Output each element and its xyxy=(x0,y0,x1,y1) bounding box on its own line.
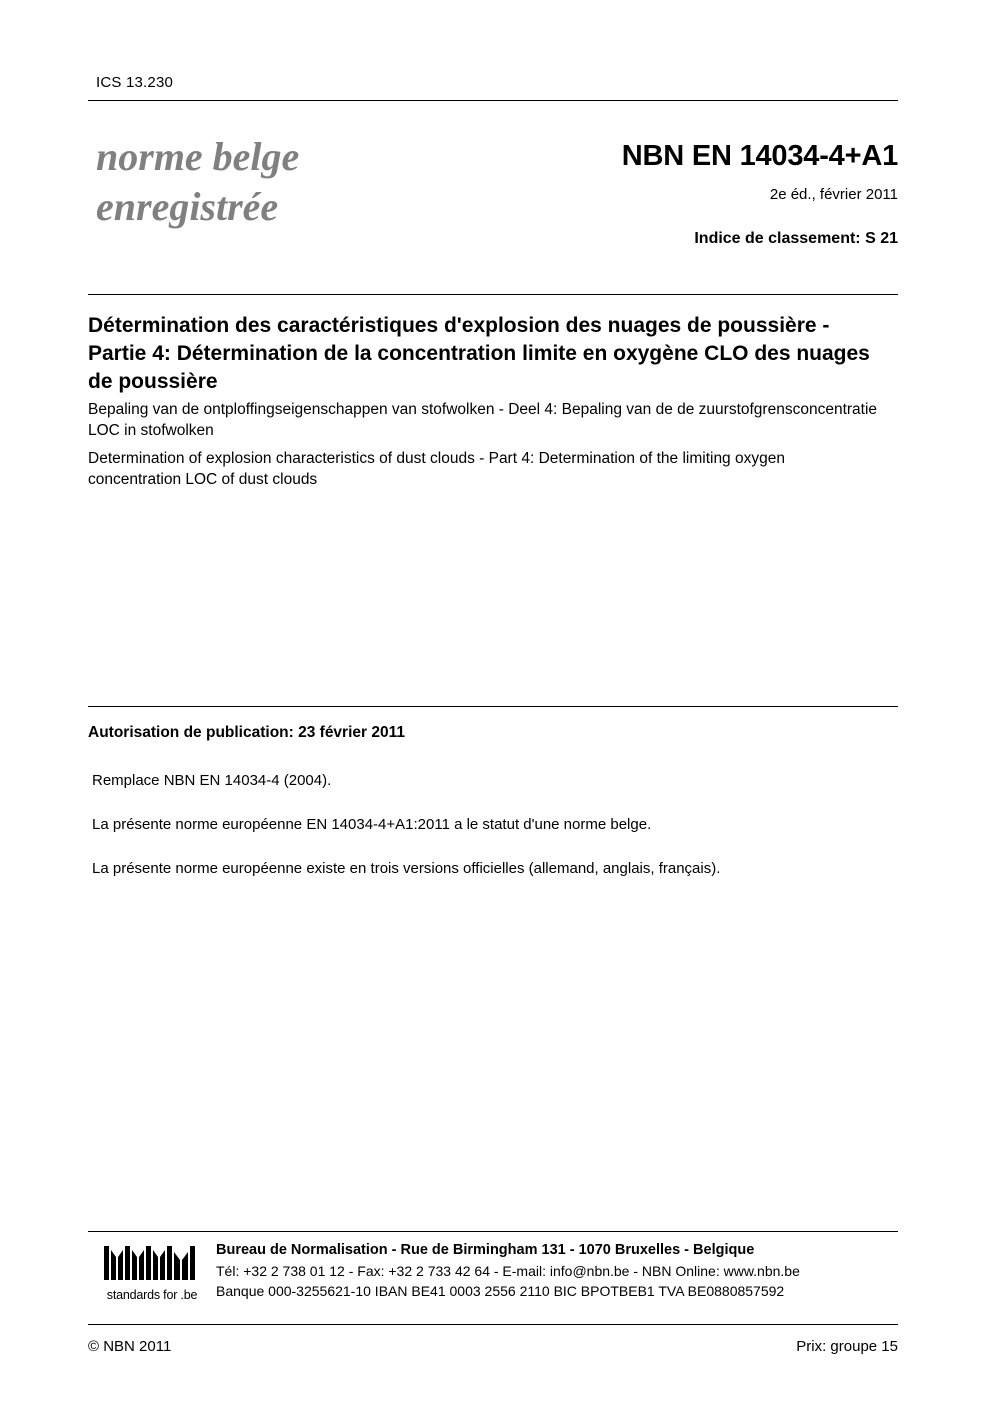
divider-bottom xyxy=(88,1324,898,1325)
ics-code: ICS 13.230 xyxy=(96,74,174,91)
logo-caption: standards for .be xyxy=(106,1288,198,1302)
masthead xyxy=(96,132,496,232)
standard-edition: 2e éd., février 2011 xyxy=(769,186,898,203)
standard-classification: Indice de classement: S 21 xyxy=(694,230,898,247)
standard-number: NBN EN 14034-4+A1 xyxy=(621,140,898,172)
divider-authorisation xyxy=(88,706,898,707)
note-item: Remplace NBN EN 14034-4 (2004). xyxy=(92,772,332,789)
masthead-line-2: enregistrée xyxy=(96,184,279,229)
title-english: Determination of explosion characteristics of dust clouds - Part 4: Determination of the limiting oxygen concentration LOC of dust clouds xyxy=(88,450,785,488)
divider-footer xyxy=(88,1231,898,1232)
nbn-logo xyxy=(92,1240,212,1302)
note-item: La présente norme européenne existe en trois versions officielles (allemand, anglais, français). xyxy=(92,860,721,877)
price-group: Prix: groupe 15 xyxy=(796,1338,898,1355)
footer-contact-block xyxy=(216,1240,896,1302)
page-content xyxy=(88,0,898,1403)
footer-bank: Banque 000-3255621-10 IBAN BE41 0003 2556 2110 BIC BPOTBEB1 TVA BE0880857592 xyxy=(216,1283,785,1300)
nbn-logo-icon xyxy=(98,1240,206,1286)
title-french: Détermination des caractéristiques d'explosion des nuages de poussière - Partie 4: Détermination de la concentration limite en oxygène CLO des nuages de poussière xyxy=(88,314,870,393)
title-dutch: Bepaling van de ontploffingseigenschappen van stofwolken - Deel 4: Bepaling van de de zuurstofgrensconcentratie LOC in stofwolken xyxy=(88,401,878,439)
footer-address: Bureau de Normalisation - Rue de Birmingham 131 - 1070 Bruxelles - Belgique xyxy=(216,1242,755,1258)
authorisation-label: Autorisation de publication: 23 février 2011 xyxy=(88,724,405,741)
copyright: © NBN 2011 xyxy=(88,1338,172,1355)
footer-contact: Tél: +32 2 738 01 12 - Fax: +32 2 733 42 64 - E-mail: info@nbn.be - NBN Online: www.nbn.be xyxy=(216,1263,800,1280)
divider-top xyxy=(88,100,898,101)
masthead-line-1: norme belge xyxy=(96,134,300,179)
note-item: La présente norme européenne EN 14034-4+A1:2011 a le statut d'une norme belge. xyxy=(92,816,652,833)
notes-block xyxy=(92,772,882,904)
divider-middle xyxy=(88,294,898,295)
